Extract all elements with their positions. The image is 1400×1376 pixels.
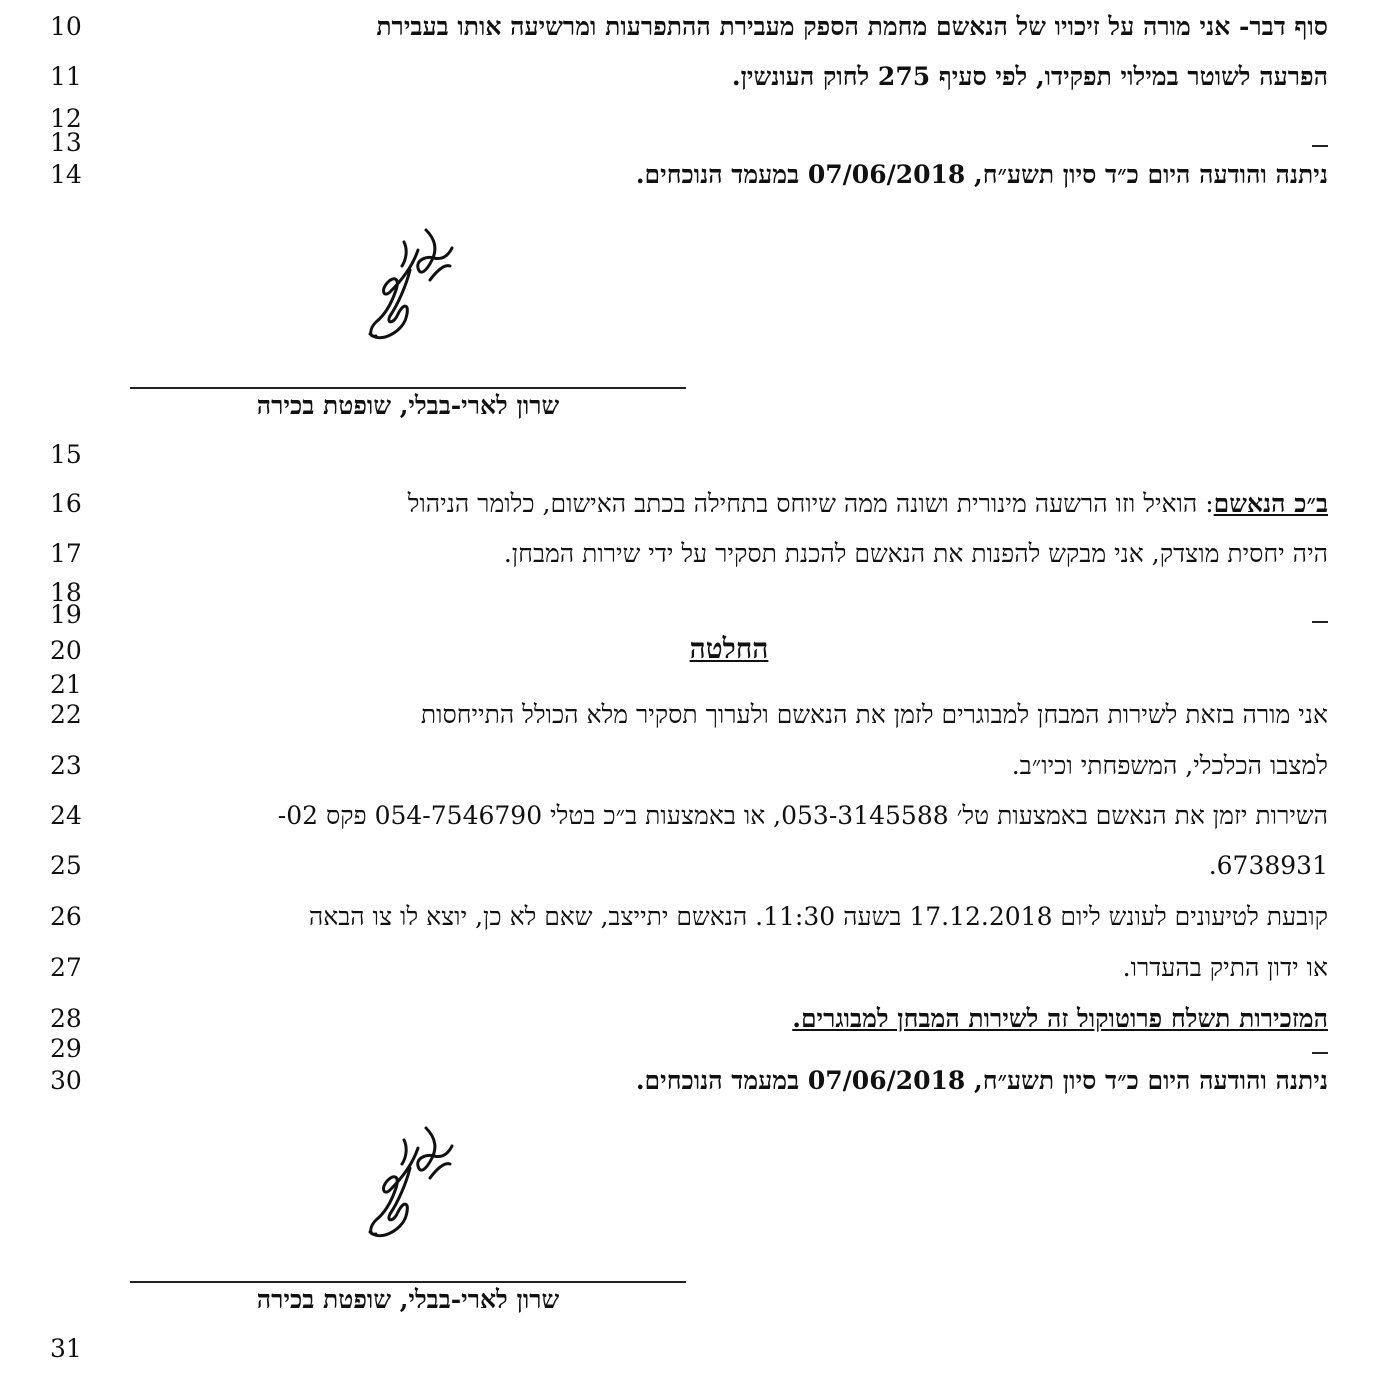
line-number: 28: [50, 1004, 82, 1033]
judge-name-1: שרון לארי-בבלי, שופטת בכירה: [256, 391, 560, 420]
line-number: 30: [50, 1066, 82, 1095]
line-number: 23: [50, 751, 82, 780]
line-number: 22: [50, 700, 82, 729]
line-number: 31: [50, 1334, 82, 1363]
line-number: 20: [50, 636, 82, 665]
line-dash: [1312, 1052, 1328, 1054]
line-number: 13: [50, 128, 82, 157]
line-number: 29: [50, 1034, 82, 1063]
line-number: 26: [50, 902, 82, 931]
line-number: 27: [50, 953, 82, 982]
line-number: 15: [50, 440, 82, 469]
decision-heading: החלטה: [689, 632, 769, 665]
judge-name-2: שרון לארי-בבלי, שופטת בכירה: [256, 1285, 560, 1314]
line-number: 14: [50, 160, 82, 189]
line-number: 11: [50, 62, 82, 91]
decision-line-24: השירות יזמן את הנאשם באמצעות טל׳ 053-3145588, או באמצעות ב״כ בטלי 054-7546790 פקס 02-: [277, 801, 1328, 830]
decision-line-28: המזכירות תשלח פרוטוקול זה לשירות המבחן למבוגרים.: [792, 1004, 1328, 1033]
signature-line-2: [130, 1281, 686, 1283]
line-number: 25: [50, 851, 82, 880]
line-number: 12: [50, 104, 82, 133]
line-number: 21: [50, 670, 82, 699]
judge-signature-2: [360, 1118, 460, 1243]
defense-line-17: היה יחסית מוצדק, אני מבקש להפנות את הנאשם להכנת תסקיר על ידי שירות המבחן.: [503, 539, 1328, 568]
line-dash: [1312, 145, 1328, 147]
defense-label: ב״כ הנאשם: [1213, 489, 1328, 518]
line-number: 16: [50, 489, 82, 518]
verdict-line-11: הפרעה לשוטר במילוי תפקידו, לפי סעיף 275 לחוק העונשין.: [731, 62, 1328, 91]
signature-line-1: [130, 387, 686, 389]
decision-line-27: או ידון התיק בהעדרו.: [1122, 953, 1328, 982]
given-statement-2: ניתנה והודעה היום כ״ד סיון תשע״ח, 07/06/2018 במעמד הנוכחים.: [635, 1066, 1328, 1095]
line-dash: [1312, 621, 1328, 623]
defense-text-16: : הואיל וזו הרשעה מינורית ושונה ממה שיוחס בתחילה בכתב האישום, כלומר הניהול: [407, 489, 1214, 518]
verdict-line-10: סוף דבר- אני מורה על זיכויו של הנאשם מחמת הספק מעבירת ההתפרעות ומרשיעה אותו בעבירת: [376, 12, 1328, 41]
decision-line-25: 6738931.: [1208, 851, 1328, 880]
decision-line-22: אני מורה בזאת לשירות המבחן למבוגרים לזמן את הנאשם ולערוך תסקיר מלא הכולל התייחסות: [420, 700, 1328, 729]
line-number: 10: [50, 12, 82, 41]
given-statement-1: ניתנה והודעה היום כ״ד סיון תשע״ח, 07/06/2018 במעמד הנוכחים.: [635, 160, 1328, 189]
line-number: 19: [50, 600, 82, 629]
decision-line-26: קובעת לטיעונים לעונש ליום 17.12.2018 בשעה 11:30. הנאשם יתייצב, שאם לא כן, יוצא לו צו הבאה: [308, 902, 1328, 931]
line-number: 24: [50, 801, 82, 830]
line-number: 18: [50, 578, 82, 607]
judge-signature-1: [360, 220, 460, 345]
line-number: 17: [50, 539, 82, 568]
defense-line-16: [408, 489, 1328, 519]
decision-line-23: למצבו הכלכלי, המשפחתי וכיו״ב.: [1011, 751, 1328, 780]
